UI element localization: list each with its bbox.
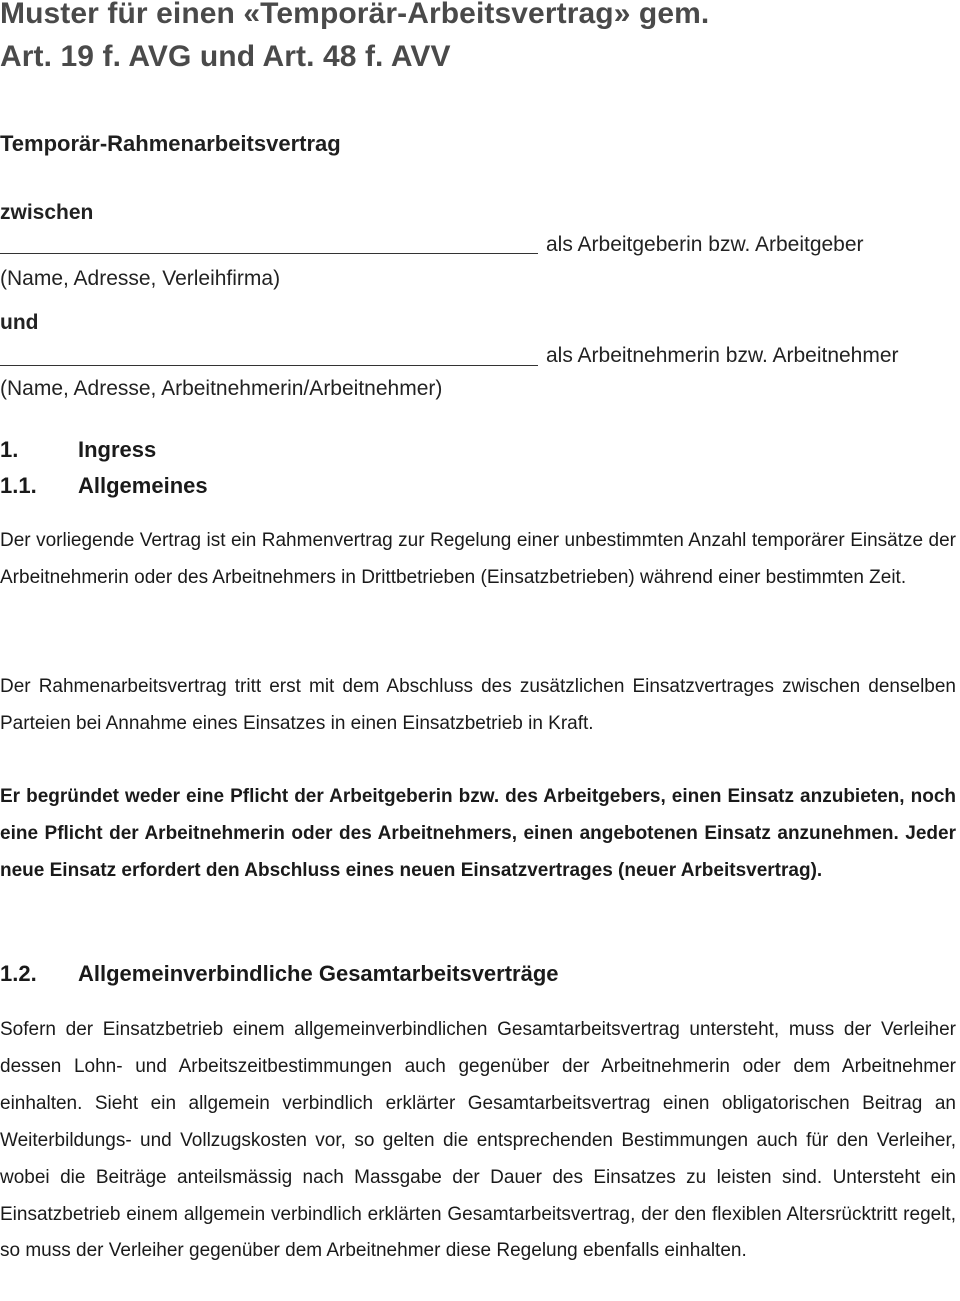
employee-signature-line[interactable]: [0, 365, 538, 366]
section-1-number: 1.: [0, 437, 19, 462]
employer-hint: (Name, Adresse, Verleihfirma): [0, 267, 281, 290]
document-title-line-1: Muster für einen «Temporär-Arbeitsvertrag» gem.: [0, 0, 710, 30]
section-1-1-title: Allgemeines: [78, 473, 208, 498]
document-title-line-2: Art. 19 f. AVG und Art. 48 f. AVV: [0, 40, 451, 73]
employer-signature-line[interactable]: [0, 253, 538, 254]
contract-subtitle: Temporär-Rahmenarbeitsvertrag: [0, 131, 341, 156]
between-label: zwischen: [0, 201, 94, 224]
section-1-title: Ingress: [78, 437, 157, 462]
employer-role-label: als Arbeitgeberin bzw. Arbeitgeber: [546, 233, 864, 256]
section-1-2-number: 1.2.: [0, 961, 37, 986]
section-1-1-paragraph-2: Der Rahmenarbeitsvertrag tritt erst mit dem Abschluss des zusätzlichen Einsatzvertrages zwischen denselben Parteien bei Annahme eines Einsatzes in einen Einsatzbetrieb in Kraft.: [0, 676, 956, 734]
employee-role-label: als Arbeitnehmerin bzw. Arbeitnehmer: [546, 344, 899, 367]
section-1-2-title: Allgemeinverbindliche Gesamtarbeitsverträge: [78, 961, 559, 986]
section-1-1-paragraph-3: Er begründet weder eine Pflicht der Arbeitgeberin bzw. des Arbeitgebers, einen Einsatz anzubieten, noch eine Pflicht der Arbeitnehmerin oder des Arbeitnehmers, einen angebotenen Einsatz anzunehmen. Jeder neue Einsatz erfordert den Abschluss eines neuen Einsatzvertrages (neuer Arbeitsvertrag).: [0, 786, 956, 881]
and-label: und: [0, 311, 39, 334]
section-1-1-number: 1.1.: [0, 473, 37, 498]
section-1-2-paragraph-1: Sofern der Einsatzbetrieb einem allgemeinverbindlichen Gesamtarbeitsvertrag untersteht, muss der Verleiher dessen Lohn- und Arbeitszeitbestimmungen auch gegenüber der Arbeitnehmerin oder dem Arbeitnehmer einhalten. Sieht ein allgemein verbindlich erklärter Gesamtarbeitsvertrag einen obligatorischen Beitrag an Weiterbildungs- und Vollzugskosten vor, so gelten die entsprechenden Bestimmungen auch für den Verleiher, wobei die Beiträge anteilsmässig nach Massgabe der Dauer des Einsatzes zu leisten sind. Untersteht ein Einsatzbetrieb einem allgemein verbindlich erklärten Gesamtarbeitsvertrag, der den flexiblen Altersrücktritt regelt, so muss der Verleiher gegenüber dem Arbeitnehmer diese Regelung ebenfalls einhalten.: [0, 1019, 956, 1262]
employee-hint: (Name, Adresse, Arbeitnehmerin/Arbeitnehmer): [0, 377, 443, 400]
section-1-1-paragraph-1: Der vorliegende Vertrag ist ein Rahmenvertrag zur Regelung einer unbestimmten Anzahl temporärer Einsätze der Arbeitnehmerin oder des Arbeitnehmers in Drittbetrieben (Einsatzbetrieben) während einer bestimmten Zeit.: [0, 530, 956, 588]
